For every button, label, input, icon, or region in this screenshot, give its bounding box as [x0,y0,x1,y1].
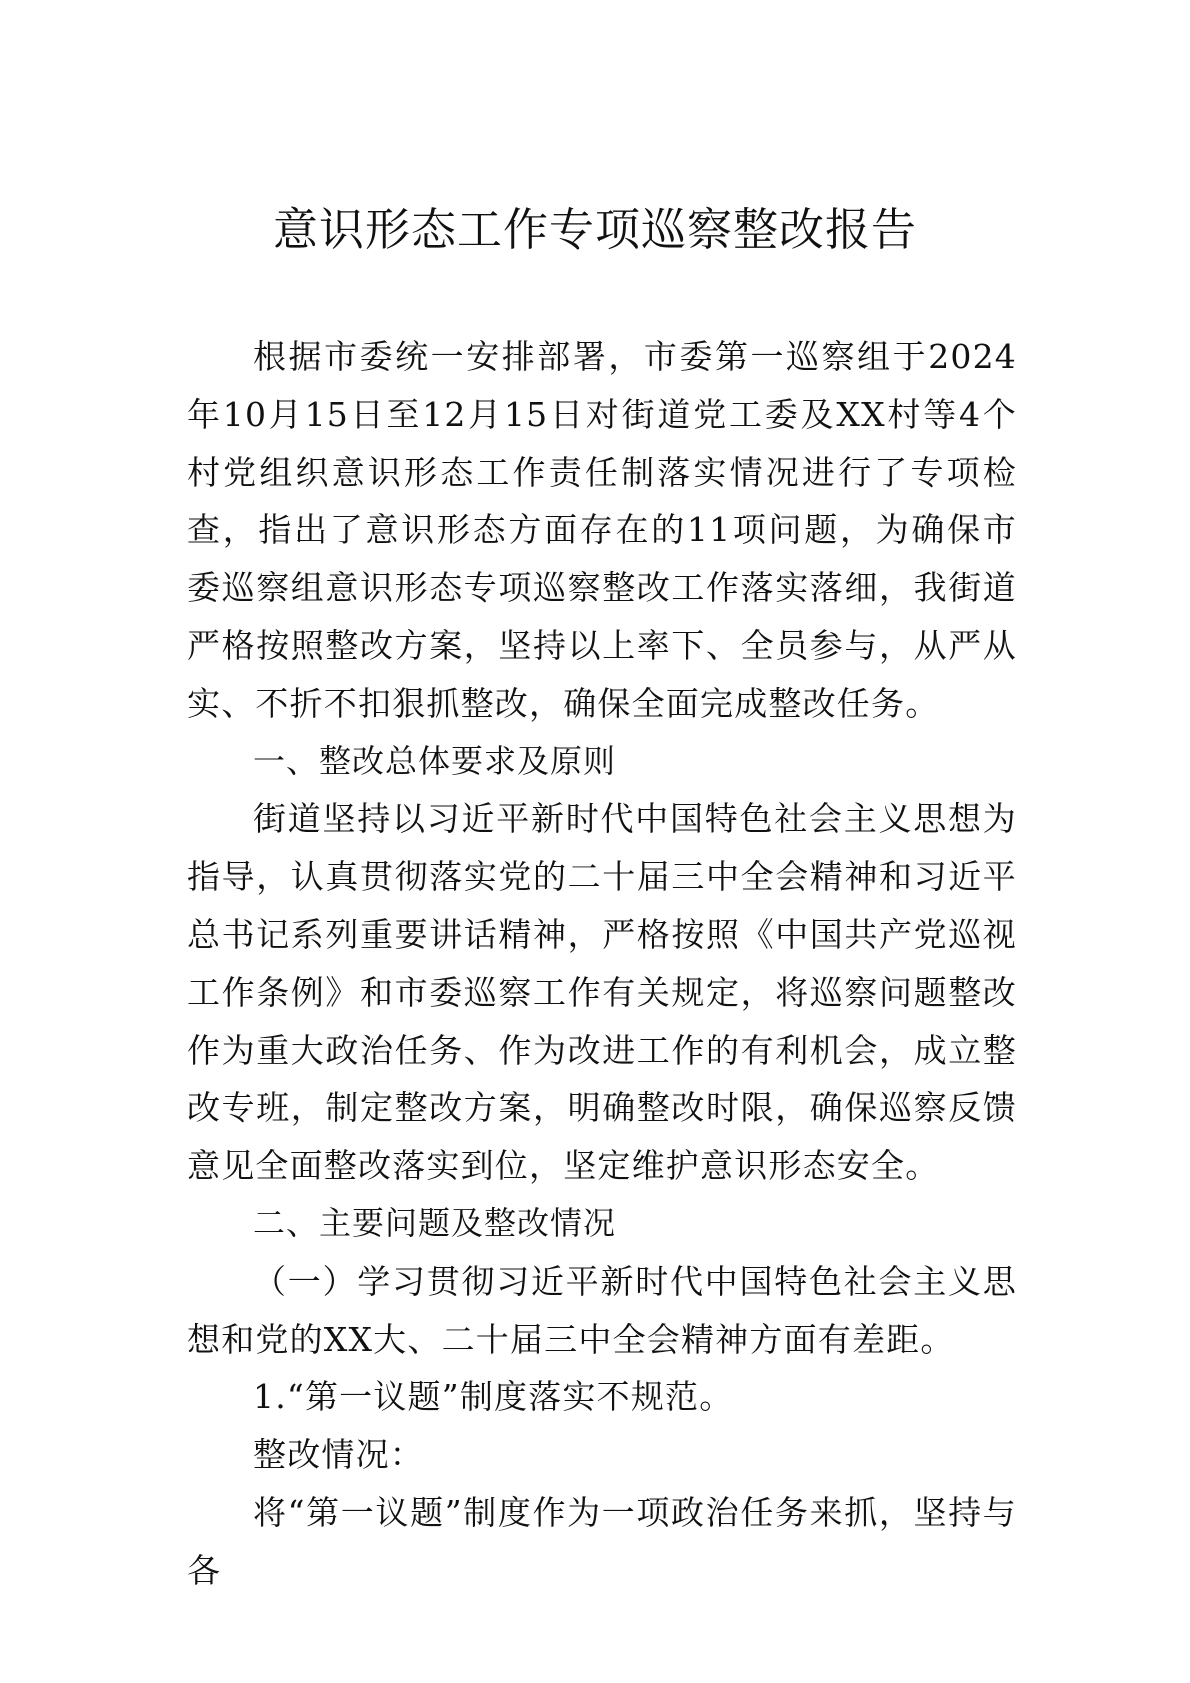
intro-paragraph: 根据市委统一安排部署，市委第一巡察组于2024年10月15日至12月15日对街道党工委及XX村等4个村党组织意识形态工作责任制落实情况进行了专项检查，指出了意识形态方面存在的11项问题，为确保市委巡察组意识形态专项巡察整改工作落实落细，我街道严格按照整改方案，坚持以上率下、全员参与，从严从实、不折不扣狠抓整改，确保全面完成整改任务。 [187,337,1017,723]
document-title: 意识形态工作专项巡察整改报告 [272,203,917,256]
item-1-label: 整改情况： [253,1435,424,1475]
document-body [187,328,1017,1600]
section-1-heading: 一、整改总体要求及原则 [253,741,617,780]
section-1-paragraph: 街道坚持以习近平新时代中国特色社会主义思想为指导，认真贯彻落实党的二十届三中全会精神和习近平总书记系列重要讲话精神，严格按照《中国共产党巡视工作条例》和市委巡察工作有关规定，将巡察问题整改作为重大政治任务、作为改进工作的有利机会，成立整改专班，制定整改方案，明确整改时限，确保巡察反馈意见全面整改落实到位，坚定维护意识形态安全。 [187,799,1017,1186]
subsection-1-heading: （一）学习贯彻习近平新时代中国特色社会主义思想和党的XX大、二十届三中全会精神方面有差距。 [187,1261,1017,1359]
item-1-heading: 1.“第一议题”制度落实不规范。 [253,1377,734,1417]
item-1-paragraph: 将“第一议题”制度作为一项政治任务来抓，坚持与各 [187,1492,1017,1590]
section-2-heading: 二、主要问题及整改情况 [253,1203,617,1242]
